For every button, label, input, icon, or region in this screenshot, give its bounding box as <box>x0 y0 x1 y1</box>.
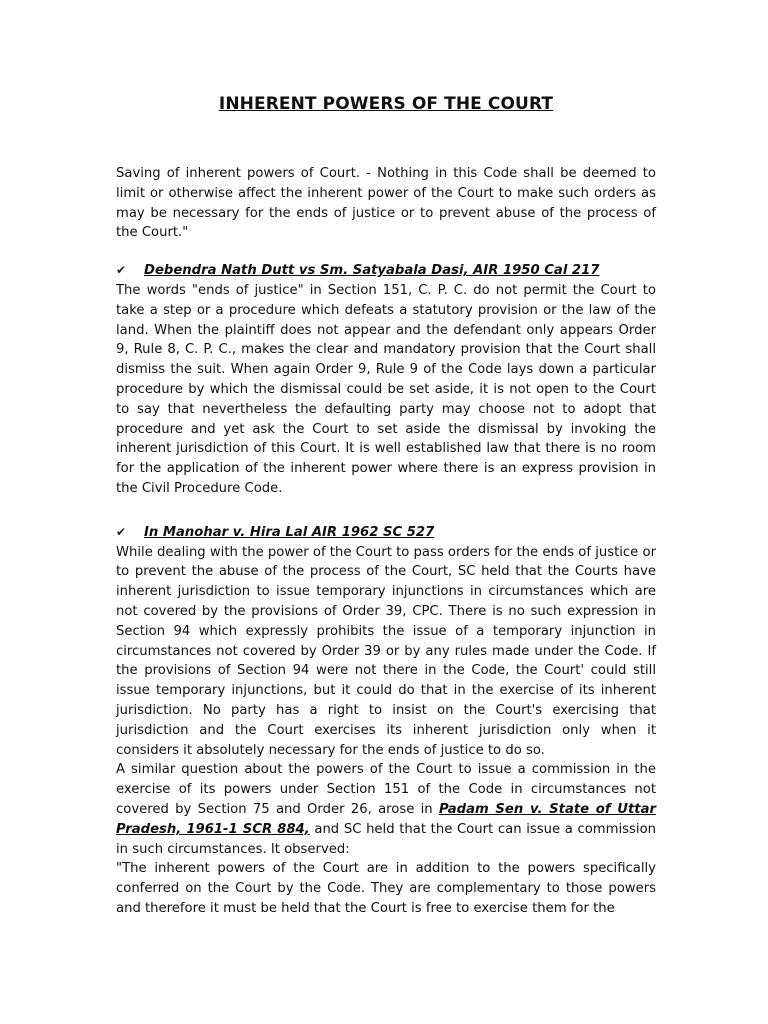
intro-paragraph: Saving of inherent powers of Court. - Nothing in this Code shall be deemed to limit or otherwise affect the inherent power of the Court to make such orders as may be necessary for the ends of justice or to prevent abuse of the process of the Court." <box>116 166 656 241</box>
case-title-1: Debendra Nath Dutt vs Sm. Satyabala Dasi, AIR 1950 Cal 217 <box>144 263 600 279</box>
check-icon: ✔ <box>116 263 127 278</box>
follow-paragraph <box>116 760 656 859</box>
document-title: INHERENT POWERS OF THE COURT <box>218 94 554 114</box>
inline-citation: Padam Sen v. State of Uttar Pradesh, 1961-1 SCR 884, <box>116 801 656 837</box>
document-page <box>116 94 656 919</box>
case-heading-2 <box>116 523 656 543</box>
quote-paragraph: "The inherent powers of the Court are in addition to the powers specifically conferred on the Court by the Code. They are complementary to those powers and therefore it must be held that the Court is free to exercise them for the <box>116 861 656 916</box>
case-heading-1 <box>116 261 656 281</box>
section-gap <box>116 499 656 523</box>
check-icon: ✔ <box>116 524 127 539</box>
follow-text-before: A similar question about the powers of the Court to issue a commission in the exercise of its powers under Section 151 of the Code in circumstances not covered by Section 75 and Order 26, arose in <box>116 762 656 817</box>
case-body-2: While dealing with the power of the Court to pass orders for the ends of justice or to prevent the abuse of the process of the Court, SC held that the Courts have inherent jurisdiction to issue temporary injunctions in circumstances which are not covered by the provisions of Order 39, CPC. There is no such expression in Section 94 which expressly prohibits the issue of a temporary injunction in circumstances not covered by Order 39 or by any rules made under the Code. If the provisions of Section 94 were not there in the Code, the Court' could still issue temporary injunctions, but it could do that in the exercise of its inherent jurisdiction. No party has a right to insist on the Court's exercising that jurisdiction and the Court exercises its inherent jurisdiction only when it considers it absolutely necessary for the ends of justice to do so. <box>116 544 656 758</box>
follow-text-after: and SC held that the Court can issue a commission in such circumstances. It observed: <box>116 821 656 857</box>
case-body-1: The words "ends of justice" in Section 151, C. P. C. do not permit the Court to take a step or a procedure which defeats a statutory provision or the law of the land. When the plaintiff does not appear and the defendant only appears Order 9, Rule 8, C. P. C., makes the clear and mandatory provision that the Court shall dismiss the suit. When again Order 9, Rule 9 of the Code lays down a particular procedure by which the dismissal could be set aside, it is not open to the Court to say that nevertheless the defaulting party may choose not to adopt that procedure and yet ask the Court to set aside the dismissal by invoking the inherent jurisdiction of this Court. It is well established law that there is no room for the application of the inherent power where there is an express provision in the Civil Procedure Code. <box>116 282 656 496</box>
case-title-2: In Manohar v. Hira Lal AIR 1962 SC 527 <box>144 524 435 540</box>
